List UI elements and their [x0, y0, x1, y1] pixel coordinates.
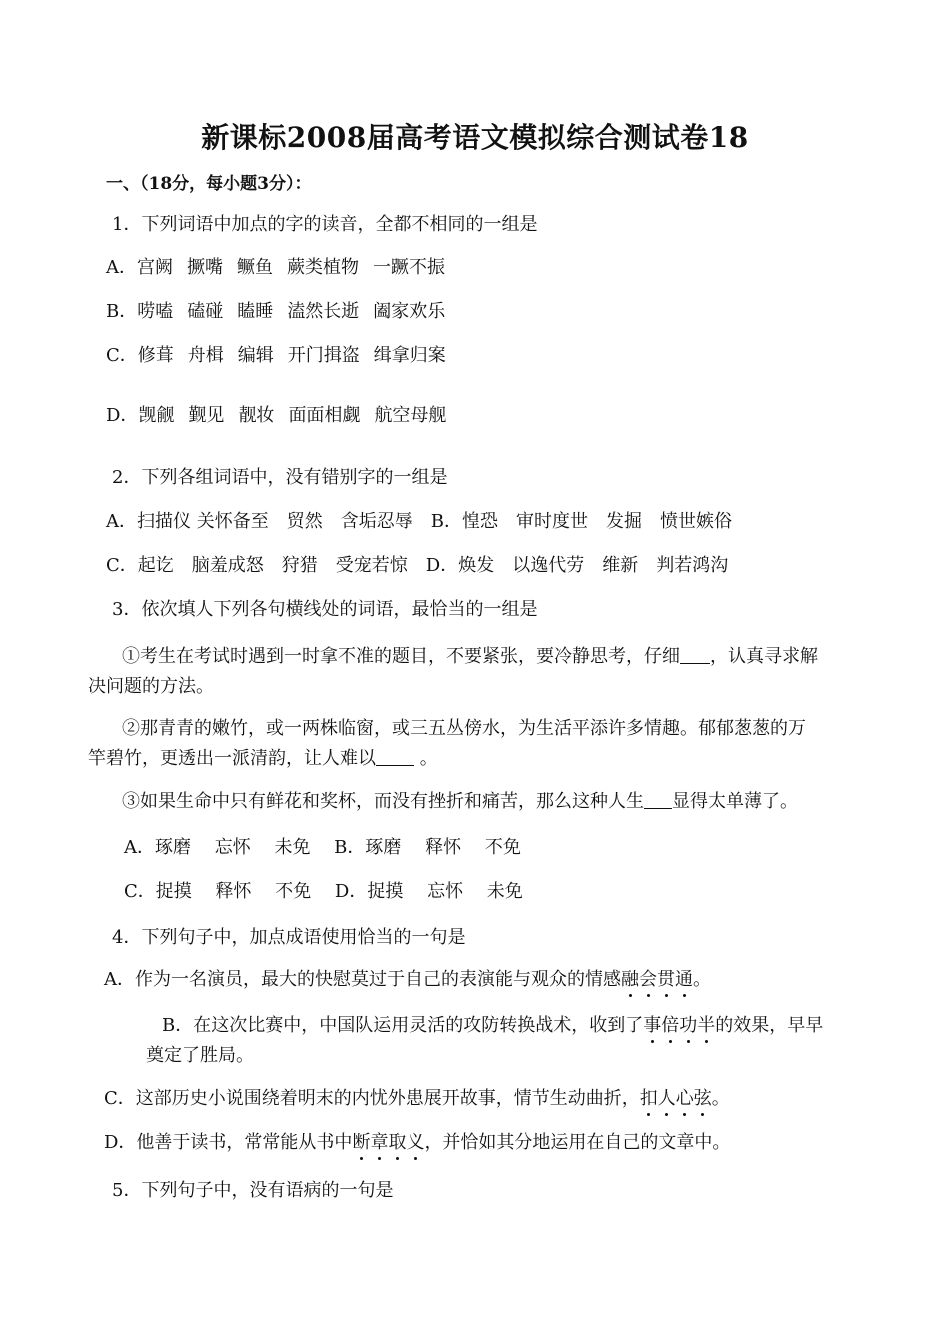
q3-options-line-2: C．捉摸 释怀 不免 D．捉摸 忘怀 未免	[124, 881, 523, 902]
q1-stem: 1．下列词语中加点的字的读音，全都不相同的一组是	[112, 214, 538, 235]
q4-stem: 4．下列句子中，加点成语使用恰当的一句是	[112, 927, 466, 948]
dotted-char: 会	[639, 969, 657, 990]
dotted-char: 融	[621, 969, 639, 990]
section-heading: 一、（18分，每小题3分）：	[106, 174, 312, 194]
q1-option-c: C．修葺 舟楫 编辑 开门揖盗 缉拿归案	[106, 345, 446, 366]
q4-option-b: B．在这次比赛中，中国队运用灵活的攻防转换战术，收到了事倍功半的效果，早早	[162, 1015, 824, 1036]
dotted-char: 半	[697, 1015, 716, 1036]
q2-options-line-1: A．扫描仪 关怀备至 贸然 含垢忍辱 B．惶恐 审时度世 发掘 愤世嫉俗	[106, 511, 732, 532]
q3-sentence-2-cont: 竿碧竹，更透出一派清韵，让人难以 。	[88, 748, 438, 769]
q4-option-a: A．作为一名演员，最大的快慰莫过于自己的表演能与观众的情感融会贯通。	[104, 969, 711, 990]
q2-options-line-2: C．起讫 脑羞成怒 狩猎 受宠若惊 D．焕发 以逸代劳 维新 判若鸿沟	[106, 555, 729, 576]
q3-sentence-2: ②那青青的嫩竹，或一两株临窗，或三五丛傍水，为生活平添许多情趣。郁郁葱葱的万	[122, 718, 806, 739]
dotted-char: 断	[352, 1132, 371, 1153]
dotted-char: 取	[388, 1132, 407, 1153]
q4-b-idiom	[643, 1015, 715, 1036]
dotted-char: 倍	[661, 1015, 680, 1036]
q2-stem: 2．下列各组词语中，没有错别字的一组是	[112, 467, 448, 488]
dotted-char: 功	[679, 1015, 698, 1036]
q4-a-idiom	[621, 969, 693, 990]
q1-option-b: B．唠嗑 磕碰 瞌睡 溘然长逝 阖家欢乐	[106, 301, 446, 322]
q3-blank-2	[376, 749, 414, 766]
q4-option-c: C．这部历史小说围绕着明末的内忧外患展开故事，情节生动曲折，扣人心弦。	[104, 1088, 730, 1109]
dotted-char: 人	[657, 1088, 676, 1109]
dotted-char: 通	[675, 969, 693, 990]
q3-sentence-1: ①考生在考试时遇到一时拿不准的题目，不要紧张，要冷静思考，仔细 ，认真寻求解	[122, 646, 818, 667]
page-title: 新课标2008届高考语文模拟综合测试卷18	[201, 121, 749, 154]
q1-option-d: D．觊觎 觐见 靓妆 面面相觑 航空母舰	[106, 405, 447, 426]
dotted-char: 事	[643, 1015, 662, 1036]
dotted-char: 心	[675, 1088, 694, 1109]
q5-stem: 5．下列句子中，没有语病的一句是	[112, 1180, 394, 1201]
q4-d-idiom	[352, 1132, 424, 1153]
q3-stem: 3．依次填人下列各句横线处的词语，最恰当的一组是	[112, 599, 538, 620]
q1-option-a: A．宫阙 撅嘴 鳜鱼 蕨类植物 一蹶不振	[106, 257, 445, 278]
dotted-char: 章	[370, 1132, 389, 1153]
q3-sentence-3: ③如果生命中只有鲜花和奖杯，而没有挫折和痛苦，那么这种人生 显得太单薄了。	[122, 791, 798, 812]
q3-sentence-1-cont: 决问题的方法。	[88, 676, 214, 697]
q4-option-d: D．他善于读书，常常能从书中断章取义，并恰如其分地运用在自己的文章中。	[104, 1132, 731, 1153]
dotted-char: 扣	[639, 1088, 658, 1109]
dotted-char: 义	[406, 1132, 425, 1153]
dotted-char: 贯	[657, 969, 675, 990]
dotted-char: 弦	[693, 1088, 712, 1109]
q3-blank-3	[644, 792, 672, 809]
q3-blank-1	[680, 647, 710, 664]
q3-options-line-1: A．琢磨 忘怀 未免 B．琢磨 释怀 不免	[124, 837, 521, 858]
q4-option-b-cont: 奠定了胜局。	[146, 1045, 254, 1066]
q4-c-idiom	[640, 1088, 712, 1109]
